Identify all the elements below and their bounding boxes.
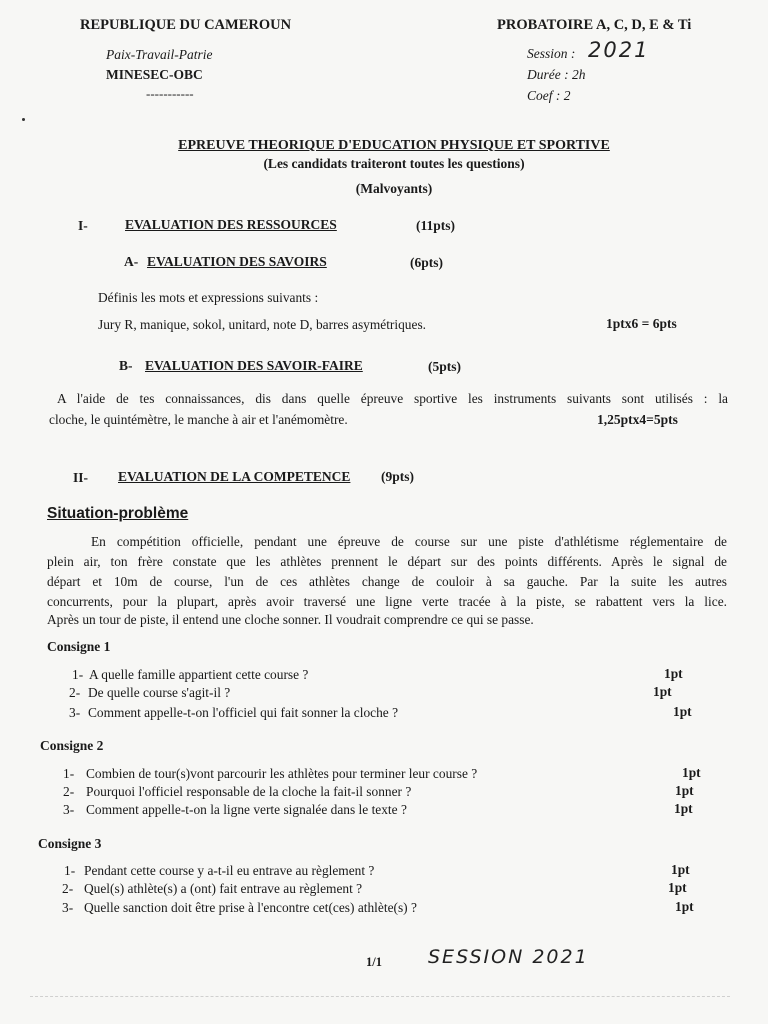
partA-instruction: Définis les mots et expressions suivants : [98, 290, 319, 305]
page-number: 1/1 [366, 955, 382, 969]
consigne-1-title: Consigne 1 [47, 639, 111, 654]
c1-q1-points: 1pt [664, 666, 683, 681]
exam-coefficient: Coef : 2 [527, 88, 571, 103]
c3-q3-points: 1pt [675, 899, 694, 914]
exam-instruction: (Les candidats traiteront toutes les questions) [263, 156, 525, 171]
section2-points: (9pts) [381, 469, 414, 484]
ministry-name: MINESEC-OBC [106, 67, 203, 82]
c1-q1-number: 1- [72, 667, 84, 682]
consigne-2-title: Consigne 2 [40, 738, 104, 753]
c1-q2-points: 1pt [653, 684, 672, 699]
c2-q3-text: Comment appelle-t-on la ligne verte signalée dans le texte ? [86, 802, 407, 817]
c2-q2-number: 2- [63, 784, 75, 799]
partA-label: A- [124, 254, 139, 269]
c1-q1-text: A quelle famille appartient cette course ? [89, 667, 309, 682]
situation-line-4: concurrents, pour la plupart, après avoir traversé une ligne verte tracée à la piste, se rabattent vers la lice. [47, 594, 727, 609]
c3-q2-number: 2- [62, 881, 74, 896]
partB-scoring: 1,25ptx4=5pts [597, 412, 678, 427]
c3-q2-points: 1pt [668, 880, 687, 895]
exam-name: PROBATOIRE A, C, D, E & Ti [497, 17, 692, 33]
exam-duration: Durée : 2h [527, 67, 586, 82]
c2-q3-points: 1pt [674, 801, 693, 816]
section2-number: II- [73, 470, 89, 485]
section1-title: EVALUATION DES RESSOURCES [125, 217, 337, 232]
scan-noise-line [30, 996, 730, 997]
c1-q3-points: 1pt [673, 704, 692, 719]
exam-audience: (Malvoyants) [355, 181, 433, 196]
c3-q1-number: 1- [64, 863, 76, 878]
section1-points: (11pts) [416, 218, 456, 233]
situation-title: Situation-problème [47, 505, 189, 522]
partA-scoring: 1ptx6 = 6pts [606, 316, 677, 331]
c3-q1-points: 1pt [671, 862, 690, 877]
c1-q3-text: Comment appelle-t-on l'officiel qui fait sonner la cloche ? [88, 705, 399, 720]
situation-line-3: départ et 10m de course, l'un de ces athlètes change de couloir à sa gauche. Par la suite les autres [47, 574, 727, 589]
situation-line-2: plein air, ton frère constate que les athlètes prennent le départ sur des points différents. Après le signal de [47, 554, 727, 569]
c3-q3-text: Quelle sanction doit être prise à l'encontre cet(ces) athlète(s) ? [84, 900, 417, 915]
partA-points: (6pts) [410, 255, 443, 270]
consigne-3-title: Consigne 3 [38, 836, 102, 851]
exam-title: EPREUVE THEORIQUE D'EDUCATION PHYSIQUE ET SPORTIVE [178, 138, 610, 153]
situation-line-5: Après un tour de piste, il entend une cloche sonner. Il voudrait comprendre ce qui se passe. [47, 612, 534, 627]
partB-label: B- [119, 358, 133, 373]
c1-q3-number: 3- [69, 705, 81, 720]
c1-q2-text: De quelle course s'agit-il ? [88, 685, 231, 700]
c2-q2-points: 1pt [675, 783, 694, 798]
session-value-handwritten: 2021 [588, 38, 650, 62]
c2-q1-points: 1pt [682, 765, 701, 780]
republic-name: REPUBLIQUE DU CAMEROUN [80, 17, 292, 33]
partB-line-1: A l'aide de tes connaissances, dis dans quelle épreuve sportive les instruments suivants sont utilisés : la [57, 391, 728, 406]
header-separator: ----------- [146, 86, 194, 101]
partA-title: EVALUATION DES SAVOIRS [147, 254, 327, 269]
situation-line-1: En compétition officielle, pendant une épreuve de course sur une piste d'athlétisme réglementaire de [91, 534, 727, 549]
national-motto: Paix-Travail-Patrie [106, 47, 213, 62]
partA-terms: Jury R, manique, sokol, unitard, note D, barres asymétriques. [98, 317, 427, 332]
section2-title: EVALUATION DE LA COMPETENCE [118, 469, 351, 484]
c1-q2-number: 2- [69, 685, 81, 700]
handwritten-session-note: SESSION 2021 [428, 946, 589, 968]
c2-q1-text: Combien de tour(s)vont parcourir les athlètes pour terminer leur course ? [86, 766, 478, 781]
partB-line-2: cloche, le quintémètre, le manche à air et l'anémomètre. [49, 412, 348, 427]
session-label: Session : [527, 46, 576, 61]
c3-q3-number: 3- [62, 900, 74, 915]
c3-q1-text: Pendant cette course y a-t-il eu entrave au règlement ? [84, 863, 375, 878]
scan-speck [22, 118, 25, 121]
c2-q3-number: 3- [63, 802, 75, 817]
c2-q1-number: 1- [63, 766, 75, 781]
partB-points: (5pts) [428, 359, 461, 374]
c3-q2-text: Quel(s) athlète(s) a (ont) fait entrave au règlement ? [84, 881, 363, 896]
section1-number: I- [78, 218, 88, 233]
partB-title: EVALUATION DES SAVOIR-FAIRE [145, 358, 363, 373]
c2-q2-text: Pourquoi l'officiel responsable de la cloche la fait-il sonner ? [86, 784, 412, 799]
